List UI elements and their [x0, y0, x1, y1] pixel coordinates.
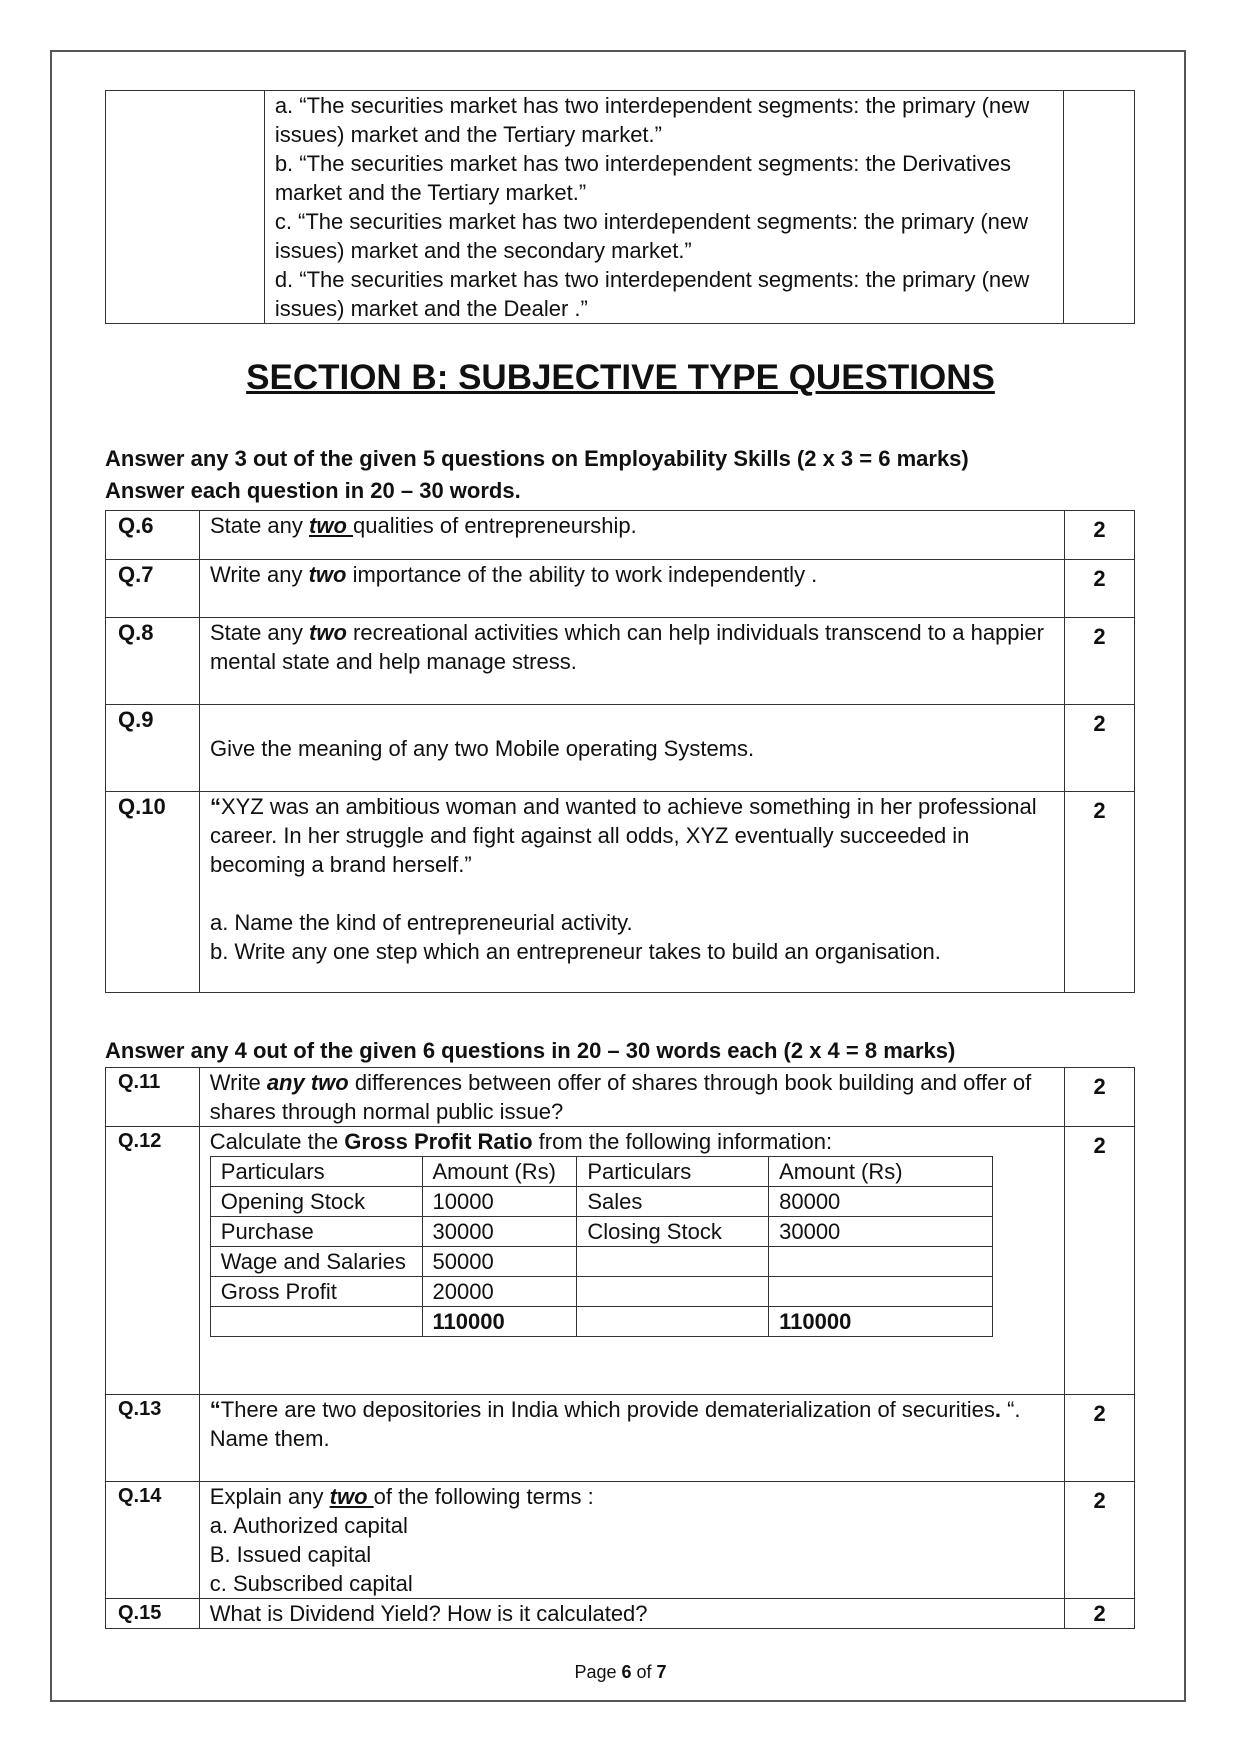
emphasis: two: [309, 620, 347, 645]
question-marks: 2: [1065, 618, 1135, 705]
question-row: [106, 1127, 1135, 1395]
table-cell: 20000: [422, 1277, 577, 1307]
question-marks: 2: [1065, 1068, 1135, 1127]
emphasis: two: [329, 1484, 374, 1509]
table-header-row: [210, 1157, 992, 1187]
list-item: a. Authorized capital: [209, 1513, 408, 1538]
question-marks: 2: [1065, 705, 1135, 792]
question-text: Explain any two of the following terms : a. Authorized capital B. Issued capital c. Subscribed capital: [199, 1482, 1065, 1599]
table-cell: Opening Stock: [210, 1187, 422, 1217]
option-a: a. “The securities market has two interdependent segments: the primary (new issues) market and the Tertiary market.”: [274, 93, 1030, 147]
question-row: [106, 705, 1135, 792]
question-text: State any two qualities of entrepreneurship.: [199, 511, 1064, 560]
question-text: Write any two differences between offer of shares through book building and offer of shares through normal public issue?: [199, 1068, 1065, 1127]
table-row: [210, 1277, 992, 1307]
question-number: Q.12: [106, 1127, 200, 1395]
table-cell: 10000: [422, 1187, 577, 1217]
page-footer: Page 6 of 7: [574, 1662, 667, 1682]
question-text: Write any two importance of the ability to work independently .: [199, 560, 1064, 618]
table-total: 110000: [422, 1307, 577, 1337]
question-number: Q.11: [106, 1068, 200, 1127]
table-cell: [577, 1307, 769, 1337]
emphasis: any two: [266, 1070, 349, 1095]
table-cell: [577, 1247, 769, 1277]
financial-questions-table: [105, 1067, 1135, 1629]
table-cell: 30000: [422, 1217, 577, 1247]
question-number: Q.10: [106, 792, 200, 993]
emphasis: two: [309, 513, 354, 538]
table-header: Amount (Rs): [769, 1157, 993, 1187]
question-text: “XYZ was an ambitious woman and wanted to achieve something in her professional career. In her struggle and fight against all odds, XYZ eventually succeeded in becoming a brand herself.” a. Name the kind of entrepreneurial activity. b. Write any one step which an entrepreneur takes to build an organisation.: [199, 792, 1064, 993]
question-row: [106, 1482, 1135, 1599]
option-b: b. “The securities market has two interdependent segments: the Derivatives market and the Tertiary market.”: [274, 151, 1011, 205]
question-row: [106, 1068, 1135, 1127]
table-cell: Wage and Salaries: [210, 1247, 422, 1277]
options-cell: [264, 91, 1063, 324]
question-number: Q.6: [106, 511, 200, 560]
table-cell: Purchase: [210, 1217, 422, 1247]
table-cell: [210, 1307, 422, 1337]
page-number: 6: [621, 1662, 632, 1682]
table-row: [210, 1247, 992, 1277]
subpart-b: b. Write any one step which an entrepreneur takes to build an organisation.: [209, 939, 941, 964]
empty-cell: [106, 91, 265, 324]
emphasis: Gross Profit Ratio: [344, 1129, 533, 1154]
instruction-financial: Answer any 4 out of the given 6 questions in 20 – 30 words each (2 x 4 = 8 marks): [105, 1038, 956, 1063]
table-total-row: [210, 1307, 992, 1337]
question-text: What is Dividend Yield? How is it calculated?: [199, 1599, 1065, 1629]
page-total: 7: [656, 1662, 667, 1682]
question-text: Calculate the Gross Profit Ratio from the following information: Particulars Amount (Rs) Particulars Amount (Rs) Opening Stock 10000 Sales 80000 Purchase 30000 Closing Stock 30000 Wage and Salaries 50000 Gross Profit 20000 110000 110000: [199, 1127, 1065, 1395]
question-text: “There are two depositories in India which provide dematerialization of securities. “. Name them.: [199, 1395, 1065, 1482]
question-number: Q.13: [106, 1395, 200, 1482]
table-total: 110000: [769, 1307, 993, 1337]
question-row: [106, 1599, 1135, 1629]
instruction-word-limit: Answer each question in 20 – 30 words.: [105, 478, 521, 503]
table-cell: [577, 1277, 769, 1307]
question-number: Q.8: [106, 618, 200, 705]
section-title: SECTION B: SUBJECTIVE TYPE QUESTIONS: [246, 358, 995, 397]
question-row: [106, 1395, 1135, 1482]
question-row: [106, 560, 1135, 618]
section-a-options-table: [105, 90, 1135, 324]
table-cell: Sales: [577, 1187, 769, 1217]
question-row: [106, 618, 1135, 705]
table-header: Particulars: [577, 1157, 769, 1187]
table-cell: [769, 1247, 993, 1277]
table-cell: 30000: [769, 1217, 993, 1247]
list-item: c. Subscribed capital: [209, 1571, 413, 1596]
question-number: Q.14: [106, 1482, 200, 1599]
question-number: Q.15: [106, 1599, 200, 1629]
list-item: B. Issued capital: [209, 1542, 372, 1567]
table-row: [210, 1187, 992, 1217]
table-cell: 50000: [422, 1247, 577, 1277]
employability-questions-table: [105, 510, 1135, 993]
question-number: Q.9: [106, 705, 200, 792]
question-marks: 2: [1065, 1599, 1135, 1629]
question-marks: 2: [1065, 792, 1135, 993]
gross-profit-data-table: [210, 1156, 993, 1337]
question-marks: 2: [1065, 1482, 1135, 1599]
question-number: Q.7: [106, 560, 200, 618]
subpart-a: a. Name the kind of entrepreneurial activity.: [209, 910, 633, 935]
table-header: Particulars: [210, 1157, 422, 1187]
table-header: Amount (Rs): [422, 1157, 577, 1187]
table-cell: 80000: [769, 1187, 993, 1217]
question-row: [106, 792, 1135, 993]
option-c: c. “The securities market has two interdependent segments: the primary (new issues) market and the secondary market.”: [274, 209, 1029, 263]
emphasis: two: [308, 562, 347, 587]
option-d: d. “The securities market has two interdependent segments: the primary (new issues) market and the Dealer .”: [274, 267, 1030, 321]
question-marks: 2: [1065, 1395, 1135, 1482]
question-marks: 2: [1065, 511, 1135, 560]
table-cell: Gross Profit: [210, 1277, 422, 1307]
question-text: State any two recreational activities which can help individuals transcend to a happier mental state and help manage stress.: [199, 618, 1064, 705]
question-text: Give the meaning of any two Mobile operating Systems.: [199, 705, 1064, 792]
instruction-employability: Answer any 3 out of the given 5 questions on Employability Skills (2 x 3 = 6 marks): [105, 446, 969, 471]
marks-cell: [1064, 91, 1135, 324]
table-cell: Closing Stock: [577, 1217, 769, 1247]
question-marks: 2: [1065, 560, 1135, 618]
question-row: [106, 511, 1135, 560]
table-row: [210, 1217, 992, 1247]
table-cell: [769, 1277, 993, 1307]
question-marks: 2: [1065, 1127, 1135, 1395]
